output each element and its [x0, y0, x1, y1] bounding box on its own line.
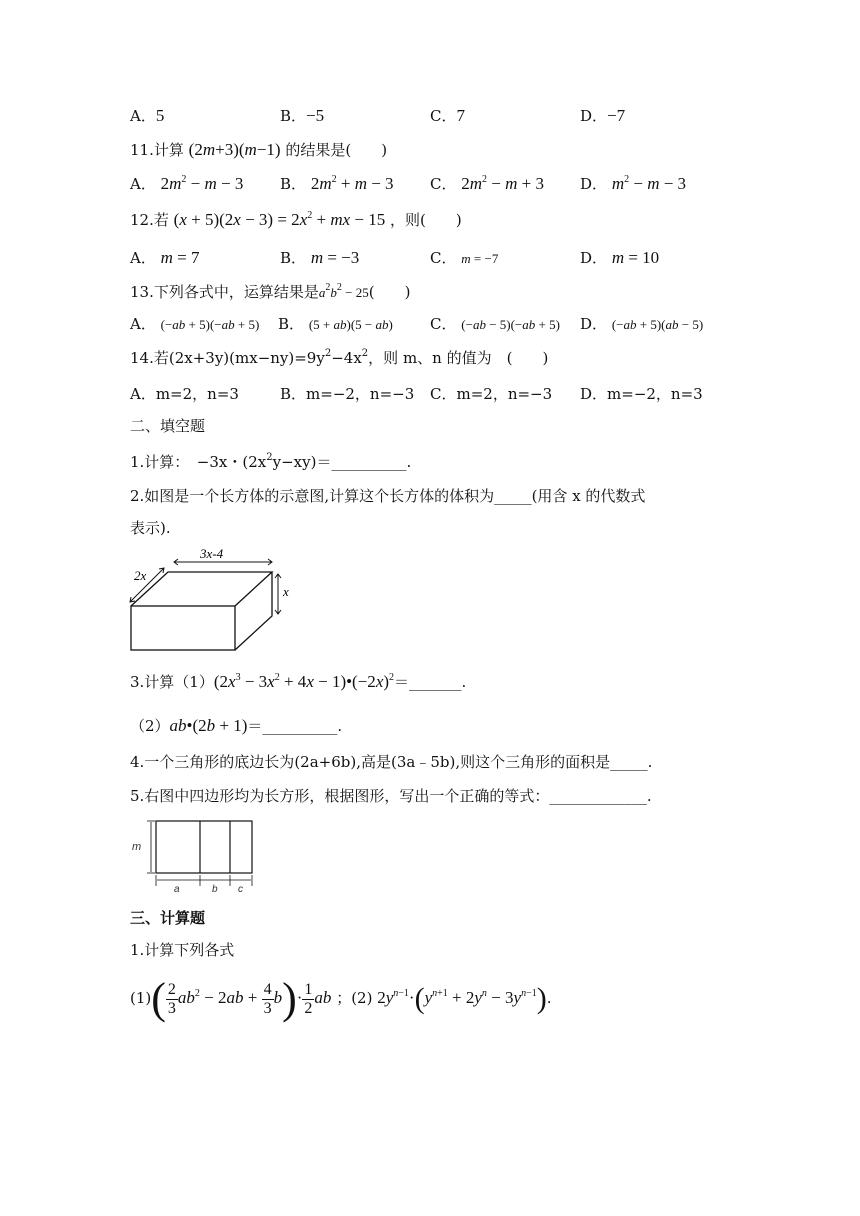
q12-option-d: D． m = 10 — [580, 248, 660, 267]
cuboid-top-face — [131, 572, 272, 606]
q11-option-d: D． $m^2 - m - 3$ — [580, 174, 687, 193]
q12-option-a: A． m = 7 — [130, 248, 200, 267]
rect-label-b: b — [212, 884, 218, 892]
fill-question-5: 5.右图中四边形均为长方形，根据图形，写出一个正确的等式：_____________. — [130, 787, 652, 805]
fill-question-1: 1.计算： −3x・$(2x^2y-xy)=\_\_\_\_\_\_\_\_\_\_$. — [130, 452, 412, 471]
section-3-heading: 三、计算题 — [130, 909, 206, 927]
q12-option-b: B． m = −3 — [280, 248, 360, 267]
q13-option-b: B． (5 + ab)(5 − ab) — [278, 315, 393, 333]
fill-question-3-part2: （2）ab•(2b + 1)＝__________. — [130, 716, 343, 735]
rectangles-figure — [128, 816, 256, 892]
q10-option-c: C．7 — [430, 106, 465, 125]
q11-option-a: A． $2m^2 - m - 3$ — [130, 174, 244, 193]
rect-label-c: c — [238, 884, 243, 892]
q14-option-a: A．m=2，n=3 — [130, 385, 239, 403]
section-2-heading: 二、填空题 — [130, 417, 206, 435]
box-label-left: 2x — [134, 568, 147, 583]
rect-label-a: a — [174, 884, 180, 892]
q12-option-c: C． m = −7 — [430, 249, 499, 267]
q10-option-a: A．5 — [130, 106, 165, 125]
q13-option-d: D． (−ab + 5)(ab − 5) — [580, 315, 704, 333]
box-label-right: x — [283, 584, 289, 599]
fill-question-2-line2: 表示). — [130, 519, 171, 537]
cuboid-front-face — [131, 606, 235, 650]
q10-option-b: B．−5 — [280, 106, 325, 125]
fill-question-2-line1: 2.如图是一个长方体的示意图,计算这个长方体的体积为_____(用含 x 的代数式 — [130, 487, 646, 505]
box-label-top: 3x-4 — [200, 546, 224, 561]
q14-option-b: B．m=−2，n=−3 — [280, 385, 415, 403]
q13-option-a: A． (−ab + 5)(−ab + 5) — [130, 315, 260, 333]
question-12: 12.若 $(x + 5)(2x - 3) = 2x^2$ + mx − 15 ，则( ) — [130, 210, 462, 229]
cuboid-figure — [126, 544, 296, 656]
fill-question-3-part1: 3.计算$(1)(2x^3 - 3x^2 + 4x$ − $1)•(-2x)^2=\_\_\_\_\_\_\_$. — [130, 672, 467, 691]
fill-question-4: 4.一个三角形的底边长为(2a+6b),高是(3a﹣5b),则这个三角形的面积是_____. — [130, 753, 653, 771]
calc-question-1-expressions: (1)( $\frac{2}{3}$ $ab^2 - 2ab$ + $\frac{4}{3}$ b)· $\frac{1}{2}$ ab ；(2) $2y^{n-1}\cdot(y^{n+1} + 2y^n - 3y^{n-1})$. — [130, 974, 552, 1023]
question-11: 11.计算 (2m+3)(m−1) 的结果是( ) — [130, 140, 388, 159]
q14-option-c: C．m=2，n=−3 — [430, 385, 553, 403]
q10-option-d: D．−7 — [580, 106, 626, 125]
q11-option-c: C． $2m^2 - m + 3$ — [430, 174, 545, 193]
cuboid-side-face — [235, 572, 272, 650]
q11-option-b: B． $2m^2 + m - 3$ — [280, 174, 394, 193]
q14-option-d: D．m=−2，n=3 — [580, 385, 703, 403]
calc-question-1: 1.计算下列各式 — [130, 941, 235, 959]
question-13: 13.下列各式中，运算结果是$a^2b^2 - 25$( ) — [130, 282, 411, 301]
q13-option-c: C． (−ab − 5)(−ab + 5) — [430, 315, 560, 333]
rect-label-m: m — [132, 841, 142, 853]
question-14: 14.若$(2x+3y)(mx-ny)=9y^2-4x^2$，则 m、n 的值为 ( ) — [130, 348, 549, 367]
